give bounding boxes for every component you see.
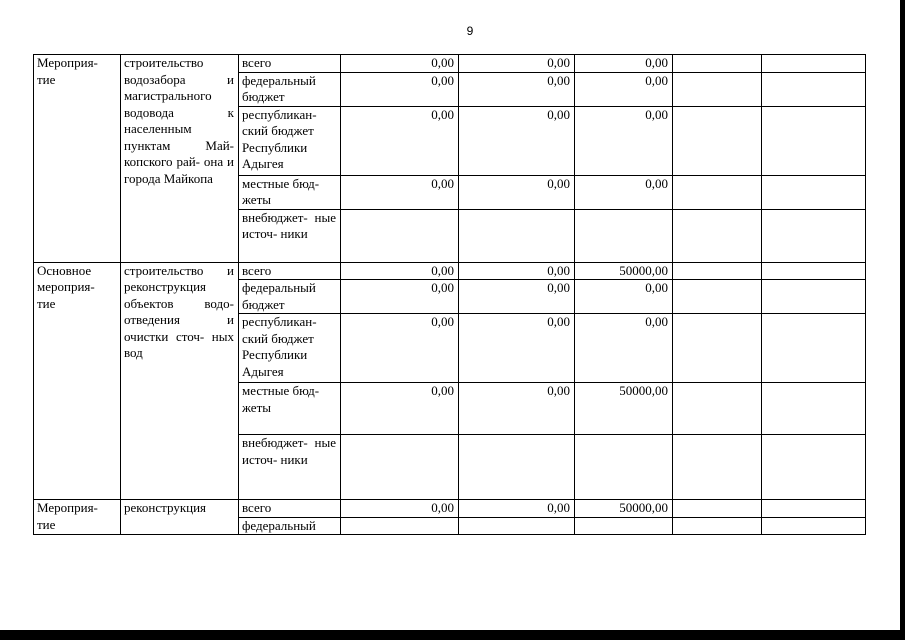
amount-cell [575, 209, 673, 262]
activity-type-cell: Основное мероприя- тие [34, 262, 121, 500]
amount-cell [459, 517, 575, 535]
empty-cell [762, 175, 866, 209]
empty-cell [673, 262, 762, 280]
amount-cell: 0,00 [341, 175, 459, 209]
amount-cell: 0,00 [459, 383, 575, 435]
empty-cell [673, 314, 762, 383]
amount-cell [341, 517, 459, 535]
amount-cell: 0,00 [575, 55, 673, 73]
amount-cell: 0,00 [459, 55, 575, 73]
table-row [34, 55, 866, 73]
empty-cell [762, 314, 866, 383]
amount-cell [341, 209, 459, 262]
amount-cell: 0,00 [341, 55, 459, 73]
funding-source-cell: федеральный [239, 517, 341, 535]
page-number: 9 [466, 24, 474, 38]
amount-cell: 0,00 [341, 262, 459, 280]
amount-cell: 0,00 [341, 280, 459, 314]
empty-cell [673, 175, 762, 209]
empty-cell [673, 517, 762, 535]
activity-name-cell: реконструкция [121, 500, 239, 535]
funding-source-cell: местные бюд- жеты [239, 383, 341, 435]
amount-cell: 0,00 [459, 314, 575, 383]
funding-source-cell: всего [239, 262, 341, 280]
scan-edge-bottom [0, 630, 905, 640]
amount-cell: 0,00 [575, 106, 673, 175]
amount-cell: 50000,00 [575, 500, 673, 518]
amount-cell [341, 435, 459, 500]
empty-cell [673, 106, 762, 175]
empty-cell [673, 72, 762, 106]
funding-source-cell: местные бюд- жеты [239, 175, 341, 209]
empty-cell [762, 500, 866, 518]
activity-name-cell: строительство и реконструкция объектов водо- отведения и очистки сточ- ных вод [121, 262, 239, 500]
empty-cell [762, 262, 866, 280]
table-row [34, 262, 866, 280]
amount-cell: 0,00 [575, 175, 673, 209]
funding-source-cell: внебюджет- ные источ- ники [239, 435, 341, 500]
empty-cell [762, 517, 866, 535]
empty-cell [673, 280, 762, 314]
amount-cell: 0,00 [459, 72, 575, 106]
amount-cell [575, 435, 673, 500]
amount-cell: 50000,00 [575, 262, 673, 280]
empty-cell [762, 209, 866, 262]
amount-cell [459, 209, 575, 262]
empty-cell [762, 55, 866, 73]
amount-cell [459, 435, 575, 500]
budget-table [33, 54, 866, 535]
amount-cell: 0,00 [575, 314, 673, 383]
empty-cell [762, 72, 866, 106]
funding-source-cell: всего [239, 55, 341, 73]
funding-source-cell: федеральный бюджет [239, 72, 341, 106]
empty-cell [762, 280, 866, 314]
empty-cell [762, 106, 866, 175]
empty-cell [673, 435, 762, 500]
amount-cell: 0,00 [459, 175, 575, 209]
empty-cell [673, 209, 762, 262]
amount-cell: 50000,00 [575, 383, 673, 435]
empty-cell [673, 383, 762, 435]
funding-source-cell: федеральный бюджет [239, 280, 341, 314]
funding-source-cell: внебюджет- ные источ- ники [239, 209, 341, 262]
amount-cell: 0,00 [459, 500, 575, 518]
amount-cell: 0,00 [459, 280, 575, 314]
empty-cell [673, 500, 762, 518]
amount-cell: 0,00 [341, 72, 459, 106]
activity-type-cell: Мероприя- тие [34, 55, 121, 263]
amount-cell: 0,00 [341, 106, 459, 175]
amount-cell: 0,00 [341, 500, 459, 518]
funding-source-cell: республикан- ский бюджет Республики Адыгея [239, 106, 341, 175]
empty-cell [762, 435, 866, 500]
funding-source-cell: всего [239, 500, 341, 518]
scan-edge-right [900, 0, 905, 640]
amount-cell: 0,00 [341, 314, 459, 383]
amount-cell [575, 517, 673, 535]
activity-type-cell: Мероприя- тие [34, 500, 121, 535]
empty-cell [762, 383, 866, 435]
amount-cell: 0,00 [575, 72, 673, 106]
funding-source-cell: республикан- ский бюджет Республики Адыгея [239, 314, 341, 383]
amount-cell: 0,00 [459, 262, 575, 280]
amount-cell: 0,00 [341, 383, 459, 435]
amount-cell: 0,00 [459, 106, 575, 175]
amount-cell: 0,00 [575, 280, 673, 314]
activity-name-cell: строительство водозабора и магистрального водовода к населенным пунктам Май- копского рай- она и города Майкопа [121, 55, 239, 263]
table-row [34, 500, 866, 518]
empty-cell [673, 55, 762, 73]
